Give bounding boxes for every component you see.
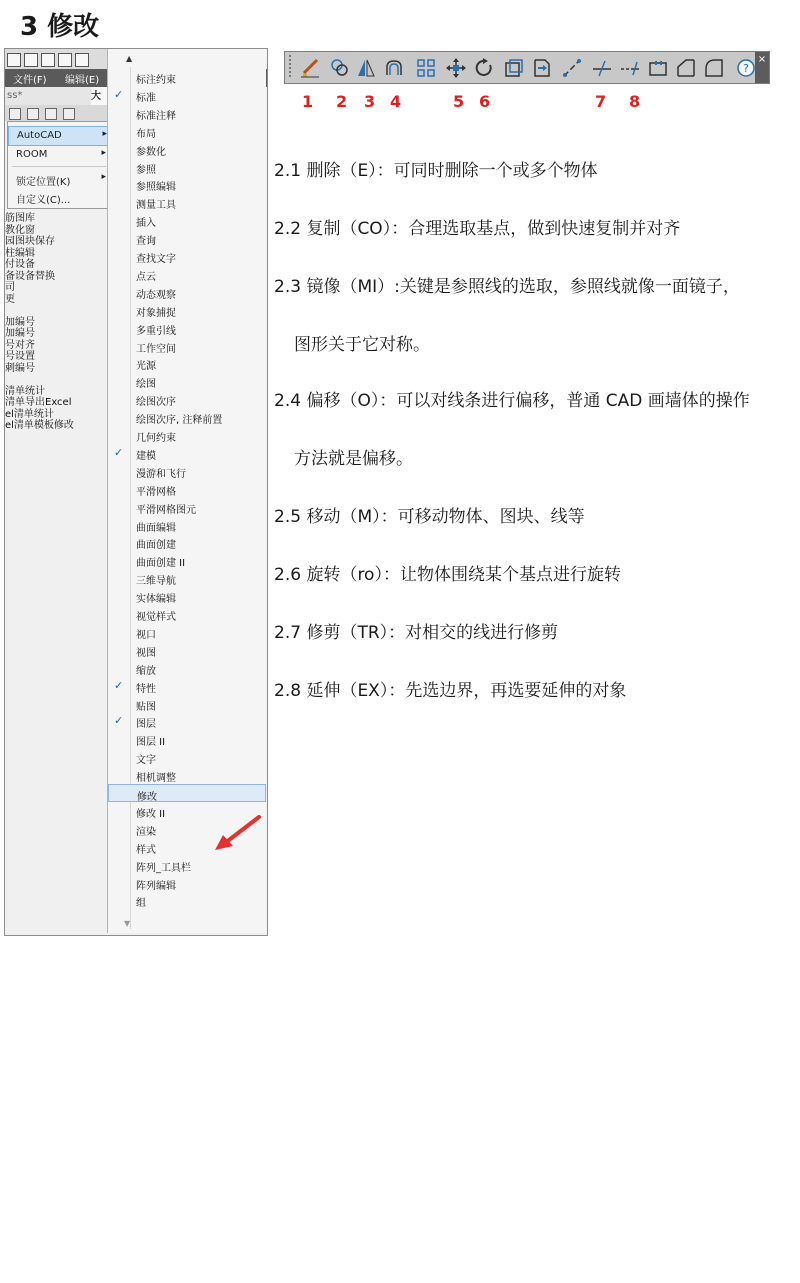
context-menu-label: 阵列_工具栏 <box>136 862 191 874</box>
paragraph-mirror-cont: 图形关于它对称。 <box>294 335 430 355</box>
fillet-icon[interactable] <box>703 57 725 79</box>
context-menu-item[interactable] <box>108 569 266 587</box>
context-menu-item[interactable] <box>108 122 266 140</box>
context-menu-label: 图层 <box>136 719 156 731</box>
command-list-item[interactable]: 清单导出Excel <box>5 397 72 408</box>
toolbar-number: 8 <box>629 92 641 111</box>
tool-icon[interactable] <box>63 108 75 120</box>
context-menu-item[interactable] <box>108 498 266 516</box>
context-menu-label: 阵列编辑 <box>136 880 176 892</box>
paragraph-trim: 2.7 修剪（TR）：对相交的线进行修剪 <box>274 623 559 643</box>
context-menu-item[interactable] <box>108 68 266 86</box>
context-menu-label: 平滑网格图元 <box>136 504 196 516</box>
toolbar-submenu <box>7 121 111 209</box>
context-menu-item[interactable] <box>108 480 266 498</box>
context-menu-label: 几何约束 <box>136 433 176 444</box>
save-as-icon[interactable] <box>58 53 72 67</box>
cad-screenshot <box>4 48 268 936</box>
rotate-icon[interactable] <box>473 57 495 79</box>
toolbar-number: 5 <box>453 92 465 111</box>
command-list-item[interactable]: 加编号 <box>5 316 35 328</box>
context-menu-item[interactable] <box>108 426 266 444</box>
context-menu-item[interactable] <box>108 551 266 569</box>
command-list-item[interactable]: 号设置 <box>5 351 35 362</box>
submenu-item-lock-position[interactable]: 锁定位置(K) ▸ <box>16 172 106 188</box>
context-menu-label: 样式 <box>136 844 156 856</box>
break-at-point-icon[interactable] <box>647 57 669 79</box>
toolbar-number: 1 <box>302 92 314 111</box>
checkmark-icon: ✓ <box>114 678 124 692</box>
context-menu-item[interactable] <box>108 605 266 623</box>
command-list-item[interactable]: 柱编辑 <box>5 247 35 259</box>
paragraph-rotate: 2.6 旋转（ro）：让物体围绕某个基点进行旋转 <box>274 565 621 585</box>
paragraph-copy: 2.2 复制（CO）：合理选取基点，做到快速复制并对齐 <box>274 219 681 239</box>
context-menu-item[interactable] <box>108 319 266 337</box>
context-menu-item[interactable] <box>108 104 266 122</box>
context-menu-item[interactable] <box>108 211 266 229</box>
new-file-icon[interactable] <box>7 53 21 67</box>
context-menu-label: 插入 <box>136 218 156 230</box>
context-menu-label: 点云 <box>136 271 156 283</box>
context-menu-label: 动态观察 <box>136 289 176 301</box>
context-menu-label: 多重引线 <box>136 325 176 337</box>
context-menu-label: 绘图次序, 注释前置 <box>136 415 223 427</box>
command-list-item[interactable]: 司 <box>5 282 15 293</box>
paragraph-offset: 2.4 偏移（O）：可以对线条进行偏移，普通 CAD 画墙体的操作 <box>274 391 750 411</box>
page-title: 3 修改 <box>20 12 100 42</box>
context-menu-label: 对象捕捉 <box>136 307 176 319</box>
command-list-item[interactable]: 付设备 <box>5 259 35 270</box>
context-menu-label: 贴图 <box>136 701 156 713</box>
context-menu-label: 标准注释 <box>136 110 176 122</box>
submenu-item-customize[interactable]: 自定义(C)... <box>16 195 71 206</box>
context-menu-item[interactable] <box>108 874 266 892</box>
context-menu-label: 工作空间 <box>136 343 176 355</box>
context-menu-item[interactable] <box>108 372 266 390</box>
context-menu-item[interactable] <box>108 337 266 355</box>
secondary-toolbar <box>5 105 107 121</box>
red-arrow-icon <box>213 813 263 853</box>
scroll-down-icon[interactable]: ▼ <box>124 919 131 928</box>
command-list-item[interactable]: 教化窗 <box>5 224 35 236</box>
context-menu-item[interactable] <box>108 158 266 176</box>
chamfer-icon[interactable] <box>675 57 697 79</box>
command-list-item[interactable]: 号对齐 <box>5 339 35 351</box>
context-menu-item[interactable] <box>108 623 266 641</box>
modify-toolbar <box>284 51 770 84</box>
save-icon[interactable] <box>41 53 55 67</box>
move-icon[interactable] <box>445 57 467 79</box>
scroll-up-icon[interactable]: ▲ <box>126 54 133 63</box>
toolbar-number: 3 <box>364 92 376 111</box>
command-list-item[interactable]: 加编号 <box>5 328 35 339</box>
menu-file[interactable]: 文件(F) <box>13 75 47 86</box>
doc-tab-name[interactable]: ss* <box>7 90 23 101</box>
tool-icon[interactable] <box>45 108 57 120</box>
context-menu-label: 修改 <box>137 792 157 803</box>
context-menu-item[interactable] <box>108 677 266 695</box>
context-menu-item[interactable] <box>108 175 266 193</box>
context-menu-item[interactable] <box>108 730 266 748</box>
chevron-right-icon: ▸ <box>102 129 107 139</box>
quick-access-toolbar <box>5 49 107 69</box>
tool-icon[interactable] <box>27 108 39 120</box>
chevron-right-icon: ▸ <box>101 172 106 182</box>
svg-text:?: ? <box>743 62 749 75</box>
erase-icon[interactable] <box>299 57 321 79</box>
context-menu-item[interactable] <box>108 354 266 372</box>
doc-tab[interactable]: 大 <box>91 87 111 105</box>
toolbar-number: 4 <box>390 92 402 111</box>
trim-icon[interactable] <box>591 57 613 79</box>
context-menu-label: 视觉样式 <box>136 612 176 623</box>
divider <box>12 166 106 167</box>
context-menu-label: 特性 <box>136 683 156 695</box>
context-menu-label: 曲面创建 <box>136 540 176 552</box>
stretch-icon[interactable] <box>531 57 553 79</box>
context-menu-item[interactable] <box>108 587 266 605</box>
context-menu-label: 实体编辑 <box>136 594 176 606</box>
context-menu-label: 查询 <box>136 236 156 248</box>
toolbar-number: 7 <box>595 92 607 111</box>
context-menu-item[interactable] <box>108 229 266 247</box>
submenu-item-room[interactable]: ROOM ▸ <box>16 148 106 160</box>
break-icon[interactable] <box>561 57 583 79</box>
command-list-item[interactable]: 园图块保存 <box>5 236 55 247</box>
command-list-item[interactable]: 清单统计 <box>5 385 45 397</box>
context-menu-label: 渲染 <box>136 826 156 838</box>
checkmark-icon: ✓ <box>114 714 124 728</box>
context-menu-item[interactable] <box>108 641 266 659</box>
array-icon[interactable] <box>415 57 437 79</box>
context-menu-item[interactable] <box>108 193 266 211</box>
context-menu-label: 参照编辑 <box>136 182 176 194</box>
context-menu-label: 文字 <box>136 755 156 767</box>
toolbar-number: 6 <box>479 92 491 111</box>
scale-icon[interactable] <box>503 57 525 79</box>
context-menu-item[interactable] <box>108 766 266 784</box>
context-menu-label: 三维导航 <box>136 576 176 588</box>
command-list-item[interactable]: 更 <box>5 293 15 305</box>
context-menu-label: 视口 <box>136 629 156 641</box>
context-menu-item[interactable] <box>108 659 266 677</box>
context-menu-label: 修改 II <box>136 808 166 820</box>
context-menu-label: 绘图次序 <box>136 397 176 409</box>
command-list-item[interactable]: 备设备替换 <box>5 270 55 282</box>
context-menu-label: 参照 <box>136 164 156 176</box>
context-menu-label: 查找文字 <box>136 254 176 265</box>
context-menu-item[interactable] <box>108 748 266 766</box>
context-menu-item[interactable] <box>108 265 266 283</box>
context-menu-label: 图层 II <box>136 737 166 749</box>
checkmark-icon: ✓ <box>114 87 124 101</box>
tool-icon[interactable] <box>9 108 21 120</box>
toolbar-context-menu <box>107 49 266 933</box>
context-menu-item[interactable] <box>108 140 266 158</box>
open-file-icon[interactable] <box>24 53 38 67</box>
context-menu-label: 光源 <box>136 361 156 373</box>
context-menu-label: 建模 <box>136 450 156 462</box>
chevron-right-icon: ▸ <box>101 148 106 158</box>
context-menu-item[interactable] <box>108 856 266 874</box>
checkmark-icon: ✓ <box>114 445 124 459</box>
extend-icon[interactable] <box>619 57 641 79</box>
offset-icon[interactable] <box>383 57 405 79</box>
command-list-item[interactable]: el清单统计 <box>5 408 54 420</box>
context-menu-item[interactable] <box>108 390 266 408</box>
command-list-item[interactable]: el清单模板修改 <box>5 420 74 431</box>
paragraph-erase: 2.1 删除（E）：可同时删除一个或多个物体 <box>274 161 598 181</box>
submenu-item-autocad[interactable]: AutoCAD ▸ <box>8 126 112 146</box>
paragraph-mirror: 2.3 镜像（MI）:关键是参照线的选取，参照线就像一面镜子， <box>274 277 740 297</box>
context-menu-item[interactable] <box>108 283 266 301</box>
context-menu-label: 标注约束 <box>136 75 176 86</box>
context-menu-label: 标准 <box>136 92 156 104</box>
context-menu-label: 平滑网格 <box>136 486 176 498</box>
toolbar-number: 2 <box>336 92 348 111</box>
menu-edit[interactable]: 编辑(E) <box>65 75 100 86</box>
toolbar-grip[interactable] <box>287 55 293 79</box>
paragraph-offset-cont: 方法就是偏移。 <box>294 449 413 469</box>
paragraph-move: 2.5 移动（M）：可移动物体、图块、线等 <box>274 507 585 527</box>
print-icon[interactable] <box>75 53 89 67</box>
context-menu-item[interactable] <box>108 444 266 462</box>
close-icon[interactable]: × <box>755 52 769 83</box>
context-menu-label: 测量工具 <box>136 200 176 212</box>
command-list-item[interactable]: 筋图库 <box>5 213 35 224</box>
context-menu-item[interactable] <box>108 86 266 104</box>
context-menu-label: 曲面创建 II <box>136 558 186 570</box>
context-menu-label: 组 <box>136 898 146 910</box>
help-icon[interactable] <box>735 57 757 79</box>
context-menu-item[interactable] <box>108 408 266 426</box>
context-menu-item[interactable] <box>108 784 266 802</box>
context-menu-label: 视图 <box>136 647 156 659</box>
context-menu-item[interactable] <box>108 301 266 319</box>
context-menu-label: 布局 <box>136 128 156 140</box>
context-menu-item[interactable] <box>108 247 266 265</box>
context-menu-label: 绘图 <box>136 379 156 391</box>
context-menu-item[interactable] <box>108 516 266 534</box>
context-menu-item[interactable] <box>108 695 266 713</box>
context-menu-item[interactable] <box>108 712 266 730</box>
paragraph-extend: 2.8 延伸（EX）：先选边界，再选要延伸的对象 <box>274 681 627 701</box>
command-list-item[interactable]: 刺编号 <box>5 362 35 374</box>
context-menu-item[interactable] <box>108 891 266 909</box>
copy-icon[interactable] <box>329 57 351 79</box>
context-menu-label: 曲面编辑 <box>136 522 176 534</box>
context-menu-label: 参数化 <box>136 146 166 158</box>
context-menu-item[interactable] <box>108 533 266 551</box>
mirror-icon[interactable] <box>355 57 377 79</box>
context-menu-label: 缩放 <box>136 665 156 677</box>
context-menu-item[interactable] <box>108 462 266 480</box>
context-menu-label: 相机调整 <box>136 773 176 785</box>
context-menu-label: 漫游和飞行 <box>136 468 186 480</box>
